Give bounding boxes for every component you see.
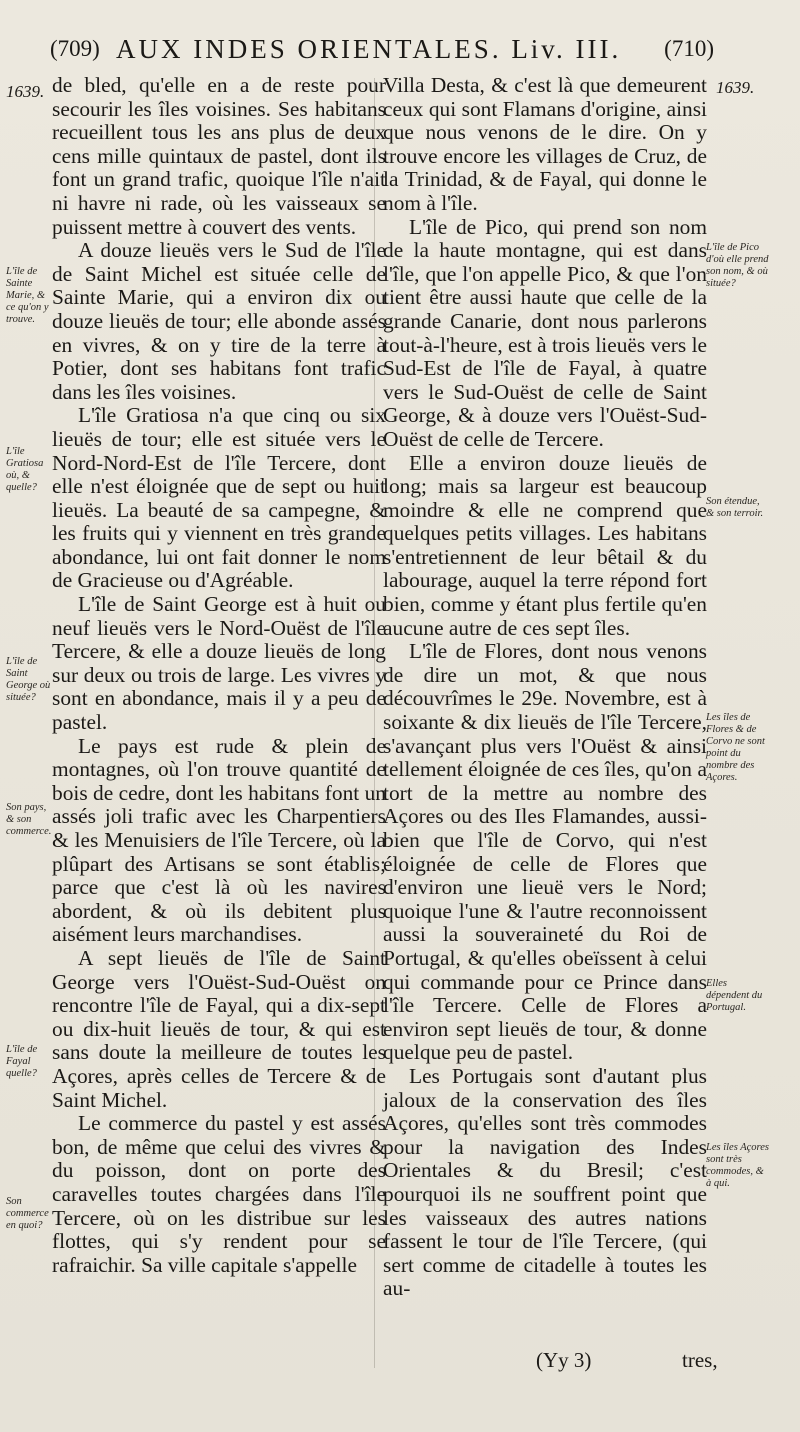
margin-note: L'île Gratiosa où, & quelle? [6, 446, 44, 493]
paragraph: Le commerce du pastel y est assés bon, de même que celui des vivres & du poisson, dont on porte des caravelles toutes chargées dans l'île Tercere, où on les distribue sur les flottes, qui s'y rendent pour se rafraichir. Sa ville capitale s'appelle [52, 1111, 386, 1277]
right-page-number: (710) [664, 36, 714, 61]
margin-note: L'île de Saint George où située? [6, 656, 51, 703]
paragraph: Le pays est rude & plein de montagnes, où l'on trouve quantité de bois de cedre, dont les habitans font un assés joli trafic avec les Charpentiers & les Menuisiers de l'île Tercere, où la plûpart des Artisans se sont établis; parce que c'est là où les navires abordent, & où ils debitent plus aisément leurs marchandises. [52, 733, 386, 947]
right-text-column [383, 74, 707, 1301]
margin-note: Son pays, & son commerce. [6, 802, 52, 837]
catchword: tres, [682, 1348, 718, 1372]
paragraph: L'île Gratiosa n'a que cinq ou six lieuës de tour; elle est située vers le Nord-Nord-Est de l'île Tercere, dont elle n'est éloignée que de sept ou huit lieuës. La beauté de sa campegne, & les fruits qui y viennent en très grande abondance, lui ont fait donner le nom de Gracieuse ou d'Agréable. [52, 403, 386, 593]
margin-note: Les îles de Flores & de Corvo ne sont point du nombre des Açores. [706, 712, 765, 783]
paragraph: A sept lieuës de l'île de Saint George vers l'Ouëst-Sud-Ouëst on rencontre l'île de Fayal, qui a dix-sept ou dix-huit lieuës de tour, & qui est sans doute la meilleure de toutes les Açores, après celles de Tercere & de Saint Michel. [52, 945, 386, 1112]
margin-note: L'île de Fayal quelle? [6, 1044, 38, 1079]
running-header [44, 34, 714, 68]
margin-note: Elles dépendent du Portugal. [706, 978, 763, 1013]
margin-note: L'île de Sainte Marie, & ce qu'on y trouve. [6, 266, 49, 325]
paragraph: L'île de Saint George est à huit ou neuf lieuës vers le Nord-Ouëst de l'île Tercere, & elle a douze lieuës de long sur deux ou trois de large. Les vivres y sont en abondance, mais il y a peu de pastel. [52, 592, 386, 735]
margin-note: Les îles Açores sont très commodes, & à qui. [706, 1142, 769, 1189]
margin-note: L'île de Pico d'où elle prend son nom, & où située? [706, 242, 769, 289]
running-title: AUX INDES ORIENTALES. Liv. III. [116, 34, 622, 64]
paragraph: Elle a environ douze lieuës de long; mais sa largeur est beaucoup moindre & elle ne comprend que quelques petits villages. Les habitans s'entretiennent de leur bêtail & du labourage, auquel la terre répond fort bien, comme y étant plus fertile qu'en aucune autre de ces sept îles. [383, 450, 707, 640]
paragraph: de bled, qu'elle en a de reste pour secourir les îles voisines. Ses habitans recueillent tous les ans plus de deux cens mille quintaux de pastel, dont ils font un grand trafic, quoique l'île n'ait ni havre ni rade, où les vaisseaux se puissent mettre à couvert des vents. [52, 73, 386, 239]
paragraph: A douze lieuës vers le Sud de l'île de Saint Michel est située celle de Sainte Marie, qui a environ dix ou douze lieuës de tour; elle abonde assés en vivres, & on y tire de la terre à Potier, dont ses habitans font trafic dans les îles voisines. [52, 238, 386, 404]
margin-note: Son commerce en quoi? [6, 1196, 49, 1231]
left-page-number: (709) [50, 36, 100, 61]
left-text-column [52, 74, 386, 1277]
signature-mark: (Yy 3) [536, 1348, 592, 1372]
paragraph: L'île de Flores, dont nous venons de dire un mot, & que nous découvrîmes le 29e. Novembre, est à soixante & dix lieuës de l'île Tercere, s'avançant plus vers l'Ouëst & ainsi tellement éloignée de ces îles, qu'on a tort de la mettre au nombre des Açores ou des Iles Flamandes, aussi-bien que l'île de Corvo, qui n'est éloignée de celle de Flores que d'environ une lieuë vers le Nord; quoique l'une & l'autre reconnoissent aussi la souveraineté du Roi de Portugal, & qu'elles obeïssent à celui qui commande pour ce Prince dans l'île Tercere. Celle de Flores a environ sept lieuës de tour, & donne quelque peu de pastel. [383, 639, 707, 1065]
paragraph: Villa Desta, & c'est là que demeurent ceux qui sont Flamans d'origine, ainsi que nous venons de le dire. On y trouve encore les villages de Cruz, de la Trinidad, & de Fayal, qui donne le nom à l'île. [383, 73, 707, 215]
column-divider [374, 78, 375, 1368]
paragraph: Les Portugais sont d'autant plus jaloux de la conservation des îles Açores, qu'elles sont très commodes pour la navigation des Indes Orientales & du Bresil; c'est pourquoi ils ne souffrent point que les vaisseaux des autres nations fassent le tour de l'île Tercere, (qui sert comme de citadelle à toutes les au- [383, 1063, 707, 1301]
paragraph: L'île de Pico, qui prend son nom de la haute montagne, qui est dans l'île, que l'on appelle Pico, & que l'on tient être aussi haute que celle de la grande Canarie, dont nous parlerons tout-à-l'heure, est à trois lieuës vers le Sud-Est de l'île de Fayal, à quatre vers le Sud-Ouëst de celle de Saint George, & à douze vers l'Ouëst-Sud-Ouëst de celle de Tercere. [383, 214, 708, 451]
year-right: 1639. [716, 78, 755, 97]
margin-note: Son étendue, & son terroir. [706, 496, 764, 519]
year-left: 1639. [6, 82, 45, 101]
